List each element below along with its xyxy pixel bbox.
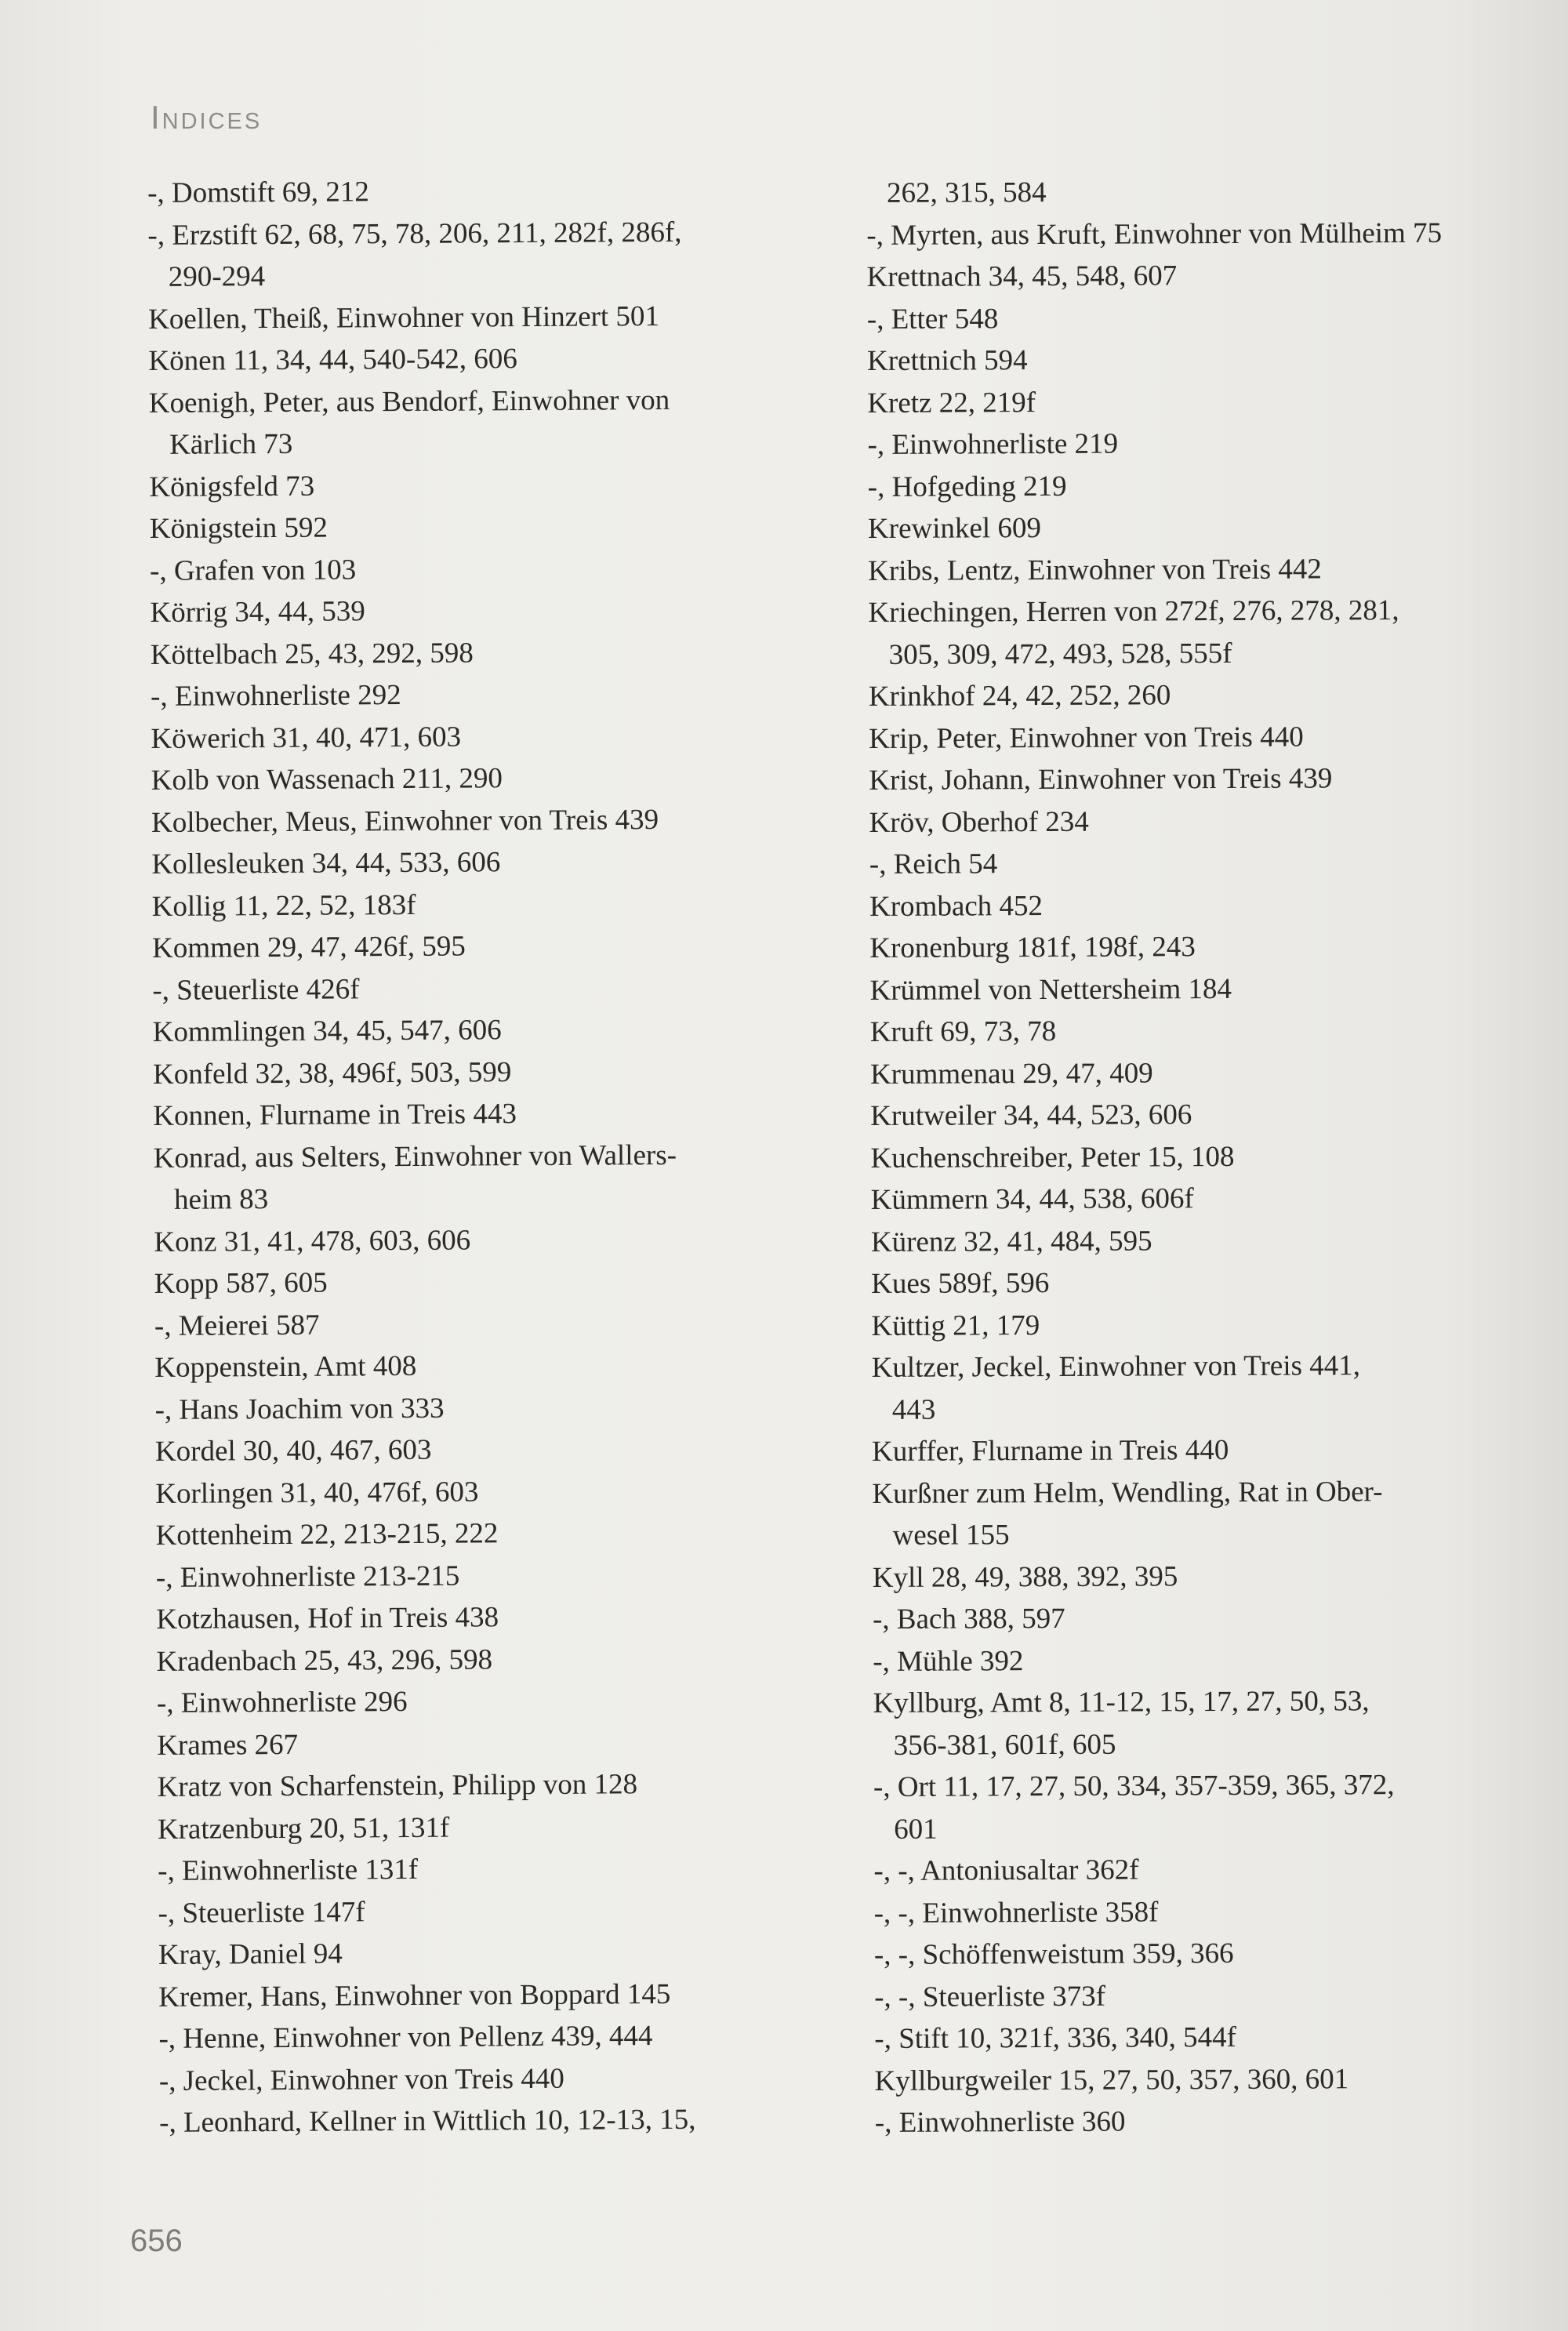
index-entry: [869, 925, 1497, 970]
index-entry: [158, 1805, 785, 1850]
index-entry: [868, 506, 1495, 550]
index-entry: [158, 1889, 785, 1934]
index-entry: [873, 1638, 1500, 1683]
index-entry-text: Kollig 11, 22, 52, 183f: [151, 888, 416, 923]
index-entry-text: -, -, Antoniusaltar 362f: [873, 1854, 1139, 1887]
index-entry-text: -, Reich 54: [869, 848, 998, 880]
index-entry: [866, 254, 1494, 299]
index-entry-text: Köttelbach 25, 43, 292, 598: [150, 636, 474, 671]
index-entry-text: Krummenau 29, 47, 409: [869, 1056, 1153, 1091]
index-entry: [869, 967, 1497, 1011]
index-entry-text: Krames 267: [157, 1728, 299, 1762]
index-entry: [867, 338, 1494, 383]
index-column-right: [866, 170, 1502, 2144]
index-entry: [156, 1553, 783, 1599]
index-entry-text: Kurffer, Flurname in Treis 440: [872, 1433, 1229, 1468]
index-entry-text: Kottenheim 22, 213-215, 222: [155, 1517, 499, 1552]
index-entry-text: -, Henne, Einwohner von Pellenz 439, 444: [158, 2020, 653, 2055]
index-entry-text: -, -, Einwohnerliste 358f: [873, 1895, 1159, 1930]
index-entry-text: -, -, Schöffenweistum 359, 366: [873, 1937, 1234, 1971]
index-entry: [873, 1679, 1500, 1766]
index-entry-text: Krip, Peter, Einwohner von Treis 440: [869, 721, 1304, 755]
index-entry-text: Konrad, aus Selters, Einwohner von Wallers-: [153, 1138, 677, 1175]
index-entry: [151, 672, 778, 717]
index-entry-continuation: wesel 155: [892, 1519, 1010, 1552]
index-entry: [870, 1008, 1497, 1053]
index-entry-text: -, Leonhard, Kellner in Wittlich 10, 12-13, 15,: [159, 2103, 696, 2139]
index-entry: [154, 1218, 781, 1263]
index-entry: [870, 1135, 1497, 1179]
index-entry: [159, 2057, 786, 2102]
index-entry: [871, 1260, 1498, 1305]
index-entry-text: Kopp 587, 605: [154, 1266, 328, 1300]
index-entry: [150, 588, 777, 634]
index-entry: [151, 714, 778, 760]
index-entry-text: Körrig 34, 44, 539: [150, 595, 365, 629]
index-entry-text: Könen 11, 34, 44, 540-542, 606: [148, 343, 517, 377]
index-entry: [158, 1973, 786, 2018]
index-entry-continuation: 290-294: [168, 260, 266, 293]
index-entry: [871, 1218, 1498, 1263]
index-entry-text: Kremer, Hans, Einwohner von Boppard 145: [158, 1977, 671, 2013]
index-entry-text: Krettnich 594: [866, 344, 1028, 377]
index-entry-text: -, Einwohnerliste 360: [874, 2105, 1126, 2139]
index-entry-text: Konz 31, 41, 478, 603, 606: [154, 1224, 471, 1258]
index-entry: [869, 799, 1497, 844]
index-entry: [873, 1554, 1500, 1599]
index-entry-text: Krist, Johann, Einwohner von Treis 439: [869, 762, 1333, 797]
index-entry: [156, 1595, 783, 1640]
index-entry-text: -, Einwohnerliste 213-215: [155, 1559, 460, 1594]
index-entry-text: -, Steuerliste 426f: [152, 972, 360, 1007]
index-entry-continuation: heim 83: [173, 1183, 269, 1216]
index-entry-text: -, Steuerliste 147f: [158, 1895, 365, 1930]
index-entry-text: Krombach 452: [869, 889, 1044, 923]
index-entry: [158, 1930, 786, 1976]
index-entry-text: Koenigh, Peter, aus Bendorf, Einwohner von: [148, 383, 670, 419]
index-entry-text: Konfeld 32, 38, 496f, 503, 599: [152, 1055, 512, 1091]
index-entry-text: -, Einwohnerliste 296: [156, 1686, 408, 1719]
index-entry-text: Kradenbach 25, 43, 296, 598: [156, 1643, 493, 1678]
index-entry-text: -, Etter 548: [866, 302, 999, 336]
index-entry: [150, 504, 777, 550]
index-entry-continuation: 443: [891, 1393, 936, 1426]
index-entry-text: -, Hans Joachim von 333: [154, 1392, 445, 1426]
index-entry: [152, 924, 779, 969]
index-entry: [872, 1428, 1499, 1472]
index-entry: [869, 715, 1496, 760]
index-entry-text: Kribs, Lentz, Einwohner von Treis 442: [868, 552, 1322, 587]
index-entry-text: Kommlingen 34, 45, 547, 606: [152, 1014, 502, 1048]
index-entry: [151, 756, 779, 801]
index-entry-text: Konnen, Flurname in Treis 443: [153, 1098, 517, 1132]
index-entry: [155, 1427, 782, 1472]
index-entry-text: Kratzenburg 20, 51, 131f: [157, 1811, 450, 1846]
index-entry-text: -, Einwohnerliste 219: [867, 427, 1119, 461]
index-entry: [873, 1847, 1501, 1892]
index-entry: [148, 336, 775, 382]
index-entry: [874, 1890, 1501, 1934]
index-entry-text: Kyllburg, Amt 8, 11-12, 15, 17, 27, 50, 53,: [873, 1685, 1370, 1719]
index-entry: [874, 1931, 1501, 1976]
index-entry: [867, 296, 1494, 340]
index-entry: [873, 1596, 1500, 1640]
index-column-left: [147, 169, 786, 2144]
index-entry: [868, 463, 1495, 508]
index-entry: [866, 212, 1494, 256]
index-entry-text: -, -, Steuerliste 373f: [874, 1980, 1106, 2013]
index-entry-text: Kriechingen, Herren von 272f, 276, 278, 281,: [868, 594, 1399, 629]
index-entry-continuation: 601: [894, 1813, 938, 1846]
index-entry: [870, 1092, 1497, 1137]
index-entry: [152, 882, 779, 928]
index-entry-text: Kruft 69, 73, 78: [869, 1015, 1057, 1048]
index-entry-text: Koppenstein, Amt 408: [154, 1349, 417, 1384]
index-entry: [871, 1302, 1498, 1347]
index-entry: [158, 2014, 786, 2060]
index-entry-text: Kürenz 32, 41, 484, 595: [870, 1224, 1152, 1258]
index-entry-text: Krewinkel 609: [867, 512, 1041, 545]
index-entry-text: -, Mühle 392: [873, 1644, 1024, 1678]
index-entry-text: Kues 589f, 596: [871, 1266, 1050, 1300]
page-number: 656: [130, 2224, 183, 2258]
index-entry: [151, 630, 778, 676]
index-entry: [875, 2099, 1502, 2144]
index-entry-text: Kratz von Scharfenstein, Philipp von 128: [157, 1768, 638, 1803]
index-entry: [149, 379, 777, 467]
index-entry-text: Kolb von Wassenach 211, 290: [151, 762, 503, 797]
index-entry: [150, 546, 777, 592]
index-entry: [870, 1051, 1497, 1095]
index-entry-text: -, Grafen von 103: [149, 553, 357, 587]
index-entry: [157, 1763, 784, 1808]
index-entry: [157, 1679, 784, 1724]
index-entry-text: Kyll 28, 49, 388, 392, 395: [872, 1559, 1178, 1594]
index-entry: [869, 674, 1496, 718]
index-entry: [149, 463, 776, 508]
index-entry-text: -, Stift 10, 321f, 336, 340, 544f: [874, 2021, 1236, 2055]
index-entry-text: Köwerich 31, 40, 471, 603: [151, 721, 462, 755]
index-entry-text: Kyllburgweiler 15, 27, 50, 357, 360, 601: [874, 2062, 1349, 2097]
index-entry-text: Kommen 29, 47, 426f, 595: [151, 930, 466, 964]
index-entry-text: -, Domstift 69, 212: [147, 176, 369, 209]
index-entry: [147, 169, 775, 214]
index-entry: [155, 1469, 782, 1515]
index-entry-text: -, Einwohnerliste 131f: [158, 1853, 419, 1887]
index-entry-text: -, Ort 11, 17, 27, 50, 334, 357-359, 365, 372,: [873, 1769, 1395, 1803]
index-entry-text: Kultzer, Jeckel, Einwohner von Treis 441,: [871, 1349, 1361, 1384]
index-entry: [867, 379, 1494, 424]
index-entry: [867, 422, 1494, 467]
index-entry: [151, 798, 779, 844]
index-entry: [154, 1259, 781, 1305]
index-entry: [869, 883, 1497, 928]
running-header: Indices: [151, 99, 263, 136]
index-entry-text: 262, 315, 584: [887, 176, 1047, 209]
index-entry-text: Kotzhausen, Hof in Treis 438: [156, 1601, 499, 1636]
index-entry-text: Krinkhof 24, 42, 252, 260: [868, 679, 1171, 713]
index-entry-text: Kronenburg 181f, 198f, 243: [869, 931, 1196, 964]
index-entry: [868, 590, 1495, 676]
index-entry: [153, 1008, 780, 1053]
index-entry: [157, 1721, 784, 1766]
index-entry-text: Kröv, Oberhof 234: [869, 805, 1089, 839]
index-entry: [156, 1637, 783, 1683]
index-entry-continuation: 356-381, 601f, 605: [893, 1728, 1116, 1762]
index-entry: [151, 840, 779, 885]
index-entry-text: -, Einwohnerliste 292: [150, 679, 401, 713]
index-entry: [159, 2098, 786, 2144]
index-entry-text: Kolbecher, Meus, Einwohner von Treis 439: [151, 803, 659, 839]
index-entry-text: Kray, Daniel 94: [158, 1937, 343, 1971]
index-entry-text: Kretz 22, 219f: [867, 386, 1036, 419]
index-entry: [153, 1091, 780, 1137]
index-entry: [875, 2057, 1502, 2102]
index-entry: [872, 1344, 1499, 1430]
index-entry: [152, 966, 779, 1011]
index-entry-text: Kurßner zum Helm, Wendling, Rat in Ober-: [872, 1475, 1383, 1510]
index-entry-text: Küttig 21, 179: [871, 1309, 1040, 1342]
index-entry-text: Koellen, Theiß, Einwohner von Hinzert 501: [148, 300, 660, 336]
index-entry: [866, 170, 1494, 215]
index-entry: [872, 1470, 1499, 1556]
index-entry-text: Krutweiler 34, 44, 523, 606: [870, 1098, 1192, 1132]
index-entry-text: Kollesleuken 34, 44, 533, 606: [151, 846, 501, 880]
index-entry: [874, 2015, 1501, 2060]
index-entry-text: Krümmel von Nettersheim 184: [869, 972, 1232, 1007]
index-entry-text: Korlingen 31, 40, 476f, 603: [155, 1475, 479, 1510]
index-entry-text: -, Myrten, aus Kruft, Einwohner von Mülheim 75: [866, 216, 1443, 252]
index-entry-text: -, Jeckel, Einwohner von Treis 440: [158, 2062, 564, 2097]
index-entry-text: Krettnach 34, 45, 548, 607: [866, 260, 1178, 293]
index-entry: [869, 757, 1496, 802]
index-entry: [148, 295, 775, 340]
index-entry: [869, 841, 1497, 886]
index-entry-text: -, Meierei 587: [154, 1309, 320, 1342]
index-entry: [147, 211, 775, 299]
index-entry: [871, 1176, 1498, 1221]
index-entry: [154, 1385, 782, 1431]
index-entry-text: Kuchenschreiber, Peter 15, 108: [870, 1140, 1235, 1175]
index-entry-text: Kordel 30, 40, 467, 603: [154, 1433, 432, 1468]
index-entry-continuation: Kärlich 73: [169, 427, 293, 461]
index-entry: [874, 1973, 1501, 2018]
index-entry: [154, 1302, 782, 1347]
index-entry-text: -, Erzstift 62, 68, 75, 78, 206, 211, 282f, 286f,: [147, 216, 682, 252]
index-entry: [158, 1846, 785, 1892]
index-entry-text: Königstein 592: [149, 511, 328, 545]
index-entry: [153, 1050, 780, 1095]
index-entry-text: Kümmern 34, 44, 538, 606f: [870, 1182, 1194, 1216]
index-entry-text: -, Hofgeding 219: [867, 470, 1067, 503]
index-entry-continuation: 305, 309, 472, 493, 528, 555f: [888, 637, 1232, 671]
index-entry: [873, 1763, 1501, 1850]
index-entry-text: Königsfeld 73: [149, 470, 315, 503]
index-entry: [154, 1134, 782, 1222]
index-entry: [868, 547, 1495, 592]
index-entry-text: -, Bach 388, 597: [872, 1602, 1065, 1636]
index-entry: [155, 1511, 782, 1556]
index-entry: [154, 1343, 782, 1389]
